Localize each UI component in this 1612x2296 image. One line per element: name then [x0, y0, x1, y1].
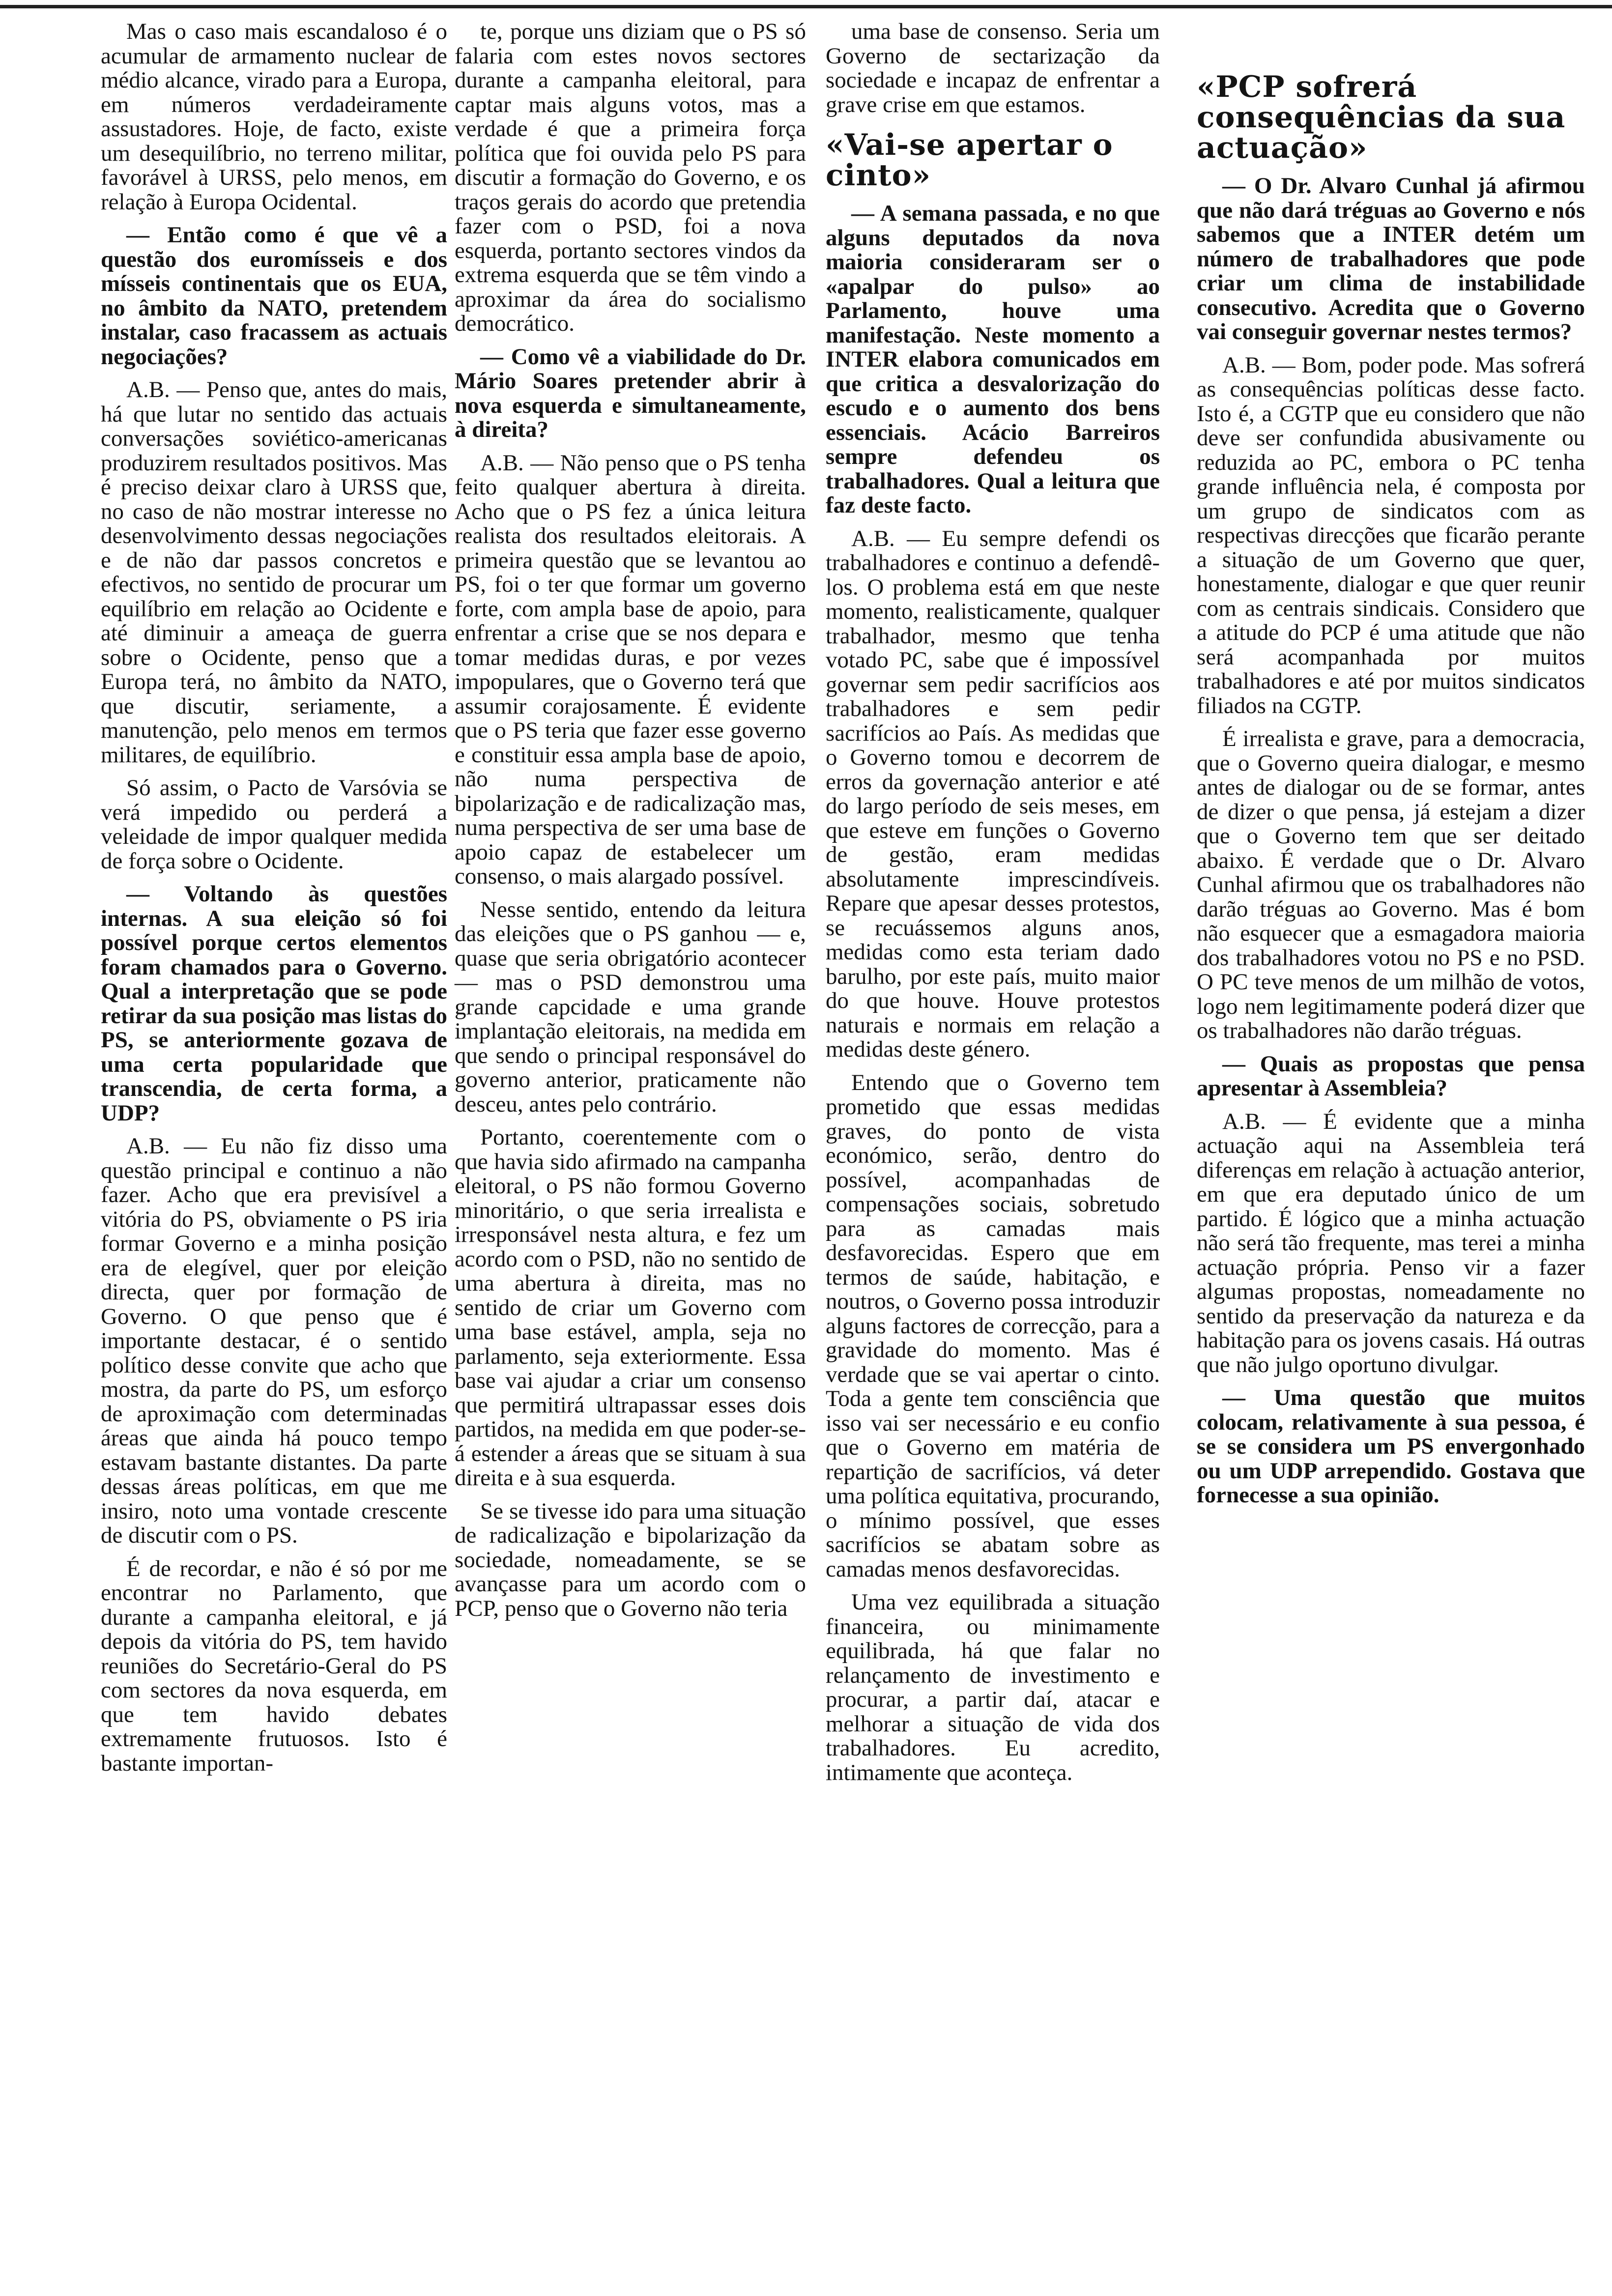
paragraph: Entendo que o Governo tem prometido que essas medidas graves, do ponto de vista económico, serão, dentro do possível, acompanhadas de compensações sociais, sobretudo para as camadas mais desfavorecidas. Espero que em termos de saúde, habitação, e noutros, o Governo possa introduzir alguns factores de correcção, para a gravidade do momento. Mas é verdade que se vai apertar o cinto. Toda a gente tem consciência que isso vai ser necessário e eu confio que o Governo em matéria de repartição de sacrifícios, vá deter uma política equitativa, procurando, o mínimo possível, que esses sacrifícios se abatam sobre as camadas menos desfavorecidas.: [826, 1069, 1160, 1582]
paragraph: A.B. — Penso que, antes do mais, há que lutar no sentido das actuais conversações soviético-americanas produzirem resultados positivos. Mas é preciso deixar claro à URSS que, no caso de não mostrar interesse no desenvolvimento dessas negociações e de não dar passos concretos e efectivos, no sentido de procurar um equilíbrio em relação ao Ocidente e até diminuir a ameaça de guerra sobre o Ocidente, penso que a Europa terá, no âmbito da NATO, que discutir, seriamente, a manutenção, pelo menos em termos militares, de equilíbrio.: [101, 377, 447, 768]
paragraph: A.B. — Eu não fiz disso uma questão principal e continuo a não fazer. Acho que era previsível a vitória do PS, obviamente o PS iria formar Governo e a minha posição era de elegível, quer por eleição directa, quer por formação de Governo. O que penso que é importante destacar, é o sentido político desse convite que acho que mostra, da parte do PS, um esforço de aproximação com determinadas áreas que ainda há pouco tempo estavam bastante distantes. Da parte dessas áreas políticas, em que me insiro, noto uma vontade crescente de discutir com o PS.: [101, 1133, 447, 1548]
paragraph: É irrealista e grave, para a democracia, que o Governo queira dialogar, e mesmo antes de dialogar ou de se formar, antes de dizer o que pensa, já estejam a dizer que o Governo tem que ser deitado abaixo. É verdade que o Dr. Alvaro Cunhal afirmou que os trabalhadores não darão tréguas ao Governo. Mas é bom não esquecer que a esmagadora maioria dos trabalhadores votou no PS e no PSD. O PC teve menos de um milhão de votos, logo nem legitimamente poderá dizer que os trabalhadores não darão tréguas.: [1197, 726, 1585, 1043]
paragraph: Portanto, coerentemente com o que havia sido afirmado na campanha eleitoral, o PS não formou Governo minoritário, o que seria irrealista e irresponsável nesta altura, e fez um acordo com o PSD, não no sentido de uma abertura à direita, mas no sentido de criar um Governo com uma base estável, ampla, seja no parlamento, seja exteriormente. Essa base vai ajudar a criar um consenso que permitirá ultrapassar esses dois partidos, na medida em que poder-se-á estender a áreas que se situam à sua direita e à sua esquerda.: [455, 1124, 806, 1491]
paragraph: Nesse sentido, entendo da leitura das eleições que o PS ganhou — e, quase que seria obrigatório acontecer — mas o PSD demonstrou uma grande capcidade e uma grande implantação eleitorais, na medida em que sendo o principal responsável do governo anterior, praticamente não desceu, antes pelo contrário.: [455, 896, 806, 1117]
interview-question: — Então como é que vê a questão dos euromísseis e dos mísseis continentais que os EUA, no âmbito da NATO, pretendem instalar, caso fracassem as actuais negociações?: [101, 222, 447, 370]
interview-question: — A semana passada, e no que alguns deputados da nova maioria consideraram ser o «apalpar do pulso» ao Parlamento, houve uma manifestação. Neste momento a INTER elabora comunicados em que critica a desvalorização do escudo e o aumento dos bens essenciais. Acácio Barreiros sempre defendeu os trabalhadores. Qual a leitura que faz deste facto.: [826, 201, 1160, 518]
interview-question: — Voltando às questões internas. A sua eleição só foi possível porque certos elementos foram chamados para o Governo. Qual a interpretação que se pode retirar da sua posição mas listas do PS, se anteriormente gozava de uma certa popularidade que transcendia, de certa forma, a UDP?: [101, 881, 447, 1126]
article-column-4: [1197, 59, 1585, 1517]
paragraph: É de recordar, e não é só por me encontrar no Parlamento, que durante a campanha eleitoral, e já depois da vitória do PS, tem havido reuniões do Secretário-Geral do PS com sectores da nova esquerda, em que tem havido debates extremamente frutuosos. Isto é bastante importan-: [101, 1555, 447, 1776]
article-column-3: [826, 20, 1160, 1794]
paragraph: Só assim, o Pacto de Varsóvia se verá impedido ou perderá a veleidade de impor qualquer medida de força sobre o Ocidente.: [101, 775, 447, 874]
article-column-2: [455, 20, 806, 1630]
interview-question: — Quais as propostas que pensa apresentar à Assembleia?: [1197, 1051, 1585, 1101]
interview-question: — Uma questão que muitos colocam, relativamente à sua pessoa, é se se considera um PS envergonhado ou um UDP arrependido. Gostava que fornecesse a sua opinião.: [1197, 1385, 1585, 1508]
paragraph: A.B. — Bom, poder pode. Mas sofrerá as consequências políticas desse facto. Isto é, a CGTP que eu considero que não deve ser confundida abusivamente ou reduzida ao PC, embora o PC tenha grande influência nela, é composta por um grupo de sindicatos com as respectivas direcções que ficarão perante a situação de um Governo que quer, honestamente, dialogar e que quer reunir com as centrais sindicais. Considero que a atitude do PCP é uma atitude que não será acompanhada por muitos trabalhadores e até por muitos sindicatos filiados na CGTP.: [1197, 352, 1585, 718]
paragraph: Uma vez equilibrada a situação financeira, ou minimamente equilibrada, há que falar no relançamento de investimento e procurar, a partir daí, atacar e melhorar a situação de vida dos trabalhadores. Eu acredito, intimamente que aconteça.: [826, 1589, 1160, 1785]
paragraph: A.B. — Eu sempre defendi os trabalhadores e continuo a defendê-los. O problema está em que neste momento, realisticamente, qualquer trabalhador, mesmo que tenha votado PC, sabe que é impossível governar sem pedir sacrifícios aos trabalhadores e sem pedir sacrifícios ao País. As medidas que o Governo tomou e decorrem de erros da governação anterior e até do largo período de seis meses, em que esteve em funções o Governo de gestão, eram medidas absolutamente imprescindíveis. Repare que apesar desses protestos, se recuássemos alguns anos, medidas como esta teriam dado barulho, por este país, muito maior do que houve. Houve protestos naturais e normais em relação a medidas deste género.: [826, 525, 1160, 1062]
paragraph: te, porque uns diziam que o PS só falaria com estes novos sectores durante a campanha eleitoral, para captar mais alguns votos, mas a verdade é que a primeira força política que foi ouvida pelo PS para discutir a formação do Governo, e os traços gerais do acordo que pretendia fazer com o PSD, foi a nova esquerda, portanto sectores vindos da extrema esquerda que se têm vindo a aproximar da área do socialismo democrático.: [455, 19, 806, 336]
interview-question: — Como vê a viabilidade do Dr. Mário Soares pretender abrir à nova esquerda e simultaneamente, à direita?: [455, 344, 806, 442]
paragraph: A.B. — É evidente que a minha actuação aqui na Assembleia terá diferenças em relação à actuação anterior, em que era deputado único de um partido. É lógico que a minha actuação não será tão frequente, mas terei a minha actuação própria. Penso vir a fazer algumas propostas, nomeadamente no sentido da preservação da natureza e da habitação para os jovens casais. Há outras que não julgo oportuno divulgar.: [1197, 1108, 1585, 1378]
top-rule: [0, 5, 1612, 8]
section-heading: «PCP sofrerá consequências da sua actuação»: [1197, 70, 1566, 165]
paragraph: Mas o caso mais escandaloso é o acumular de armamento nuclear de médio alcance, virado para a Europa, em números verdadeiramente assustadores. Hoje, de facto, existe um desequilíbrio, no terreno militar, favorável à URSS, pelo menos, em relação à Europa Ocidental.: [101, 19, 447, 215]
paragraph: Se se tivesse ido para uma situação de radicalização e bipolarização da sociedade, nomeadamente, se se avançasse para um acordo com o PCP, penso que o Governo não teria: [455, 1498, 806, 1621]
article-column-1: [101, 20, 447, 1784]
paragraph: uma base de consenso. Seria um Governo de sectarização da sociedade e incapaz de enfrentar a grave crise em que estamos.: [826, 19, 1160, 117]
paragraph: A.B. — Não penso que o PS tenha feito qualquer abertura à direita. Acho que o PS fez a única leitura realista dos resultados eleitorais. A primeira questão que se levantou ao PS, foi o ter que formar um governo forte, com ampla base de apoio, para enfrentar a crise que se nos depara e tomar medidas duras, e por vezes impopulares, que o Governo terá que assumir corajosamente. É evidente que o PS teria que fazer esse governo e constituir essa ampla base de apoio, não numa perspectiva de bipolarização e de radicalização mas, numa perspectiva de ser uma base de apoio capaz de estabelecer um consenso, o mais alargado possível.: [455, 450, 806, 889]
interview-question: — O Dr. Alvaro Cunhal já afirmou que não dará tréguas ao Governo e nós sabemos que a INTER detém um número de trabalhadores que pode criar um clima de instabilidade consecutivo. Acredita que o Governo vai conseguir governar nestes termos?: [1197, 173, 1585, 344]
section-heading: «Vai-se apertar o cinto»: [826, 128, 1113, 193]
